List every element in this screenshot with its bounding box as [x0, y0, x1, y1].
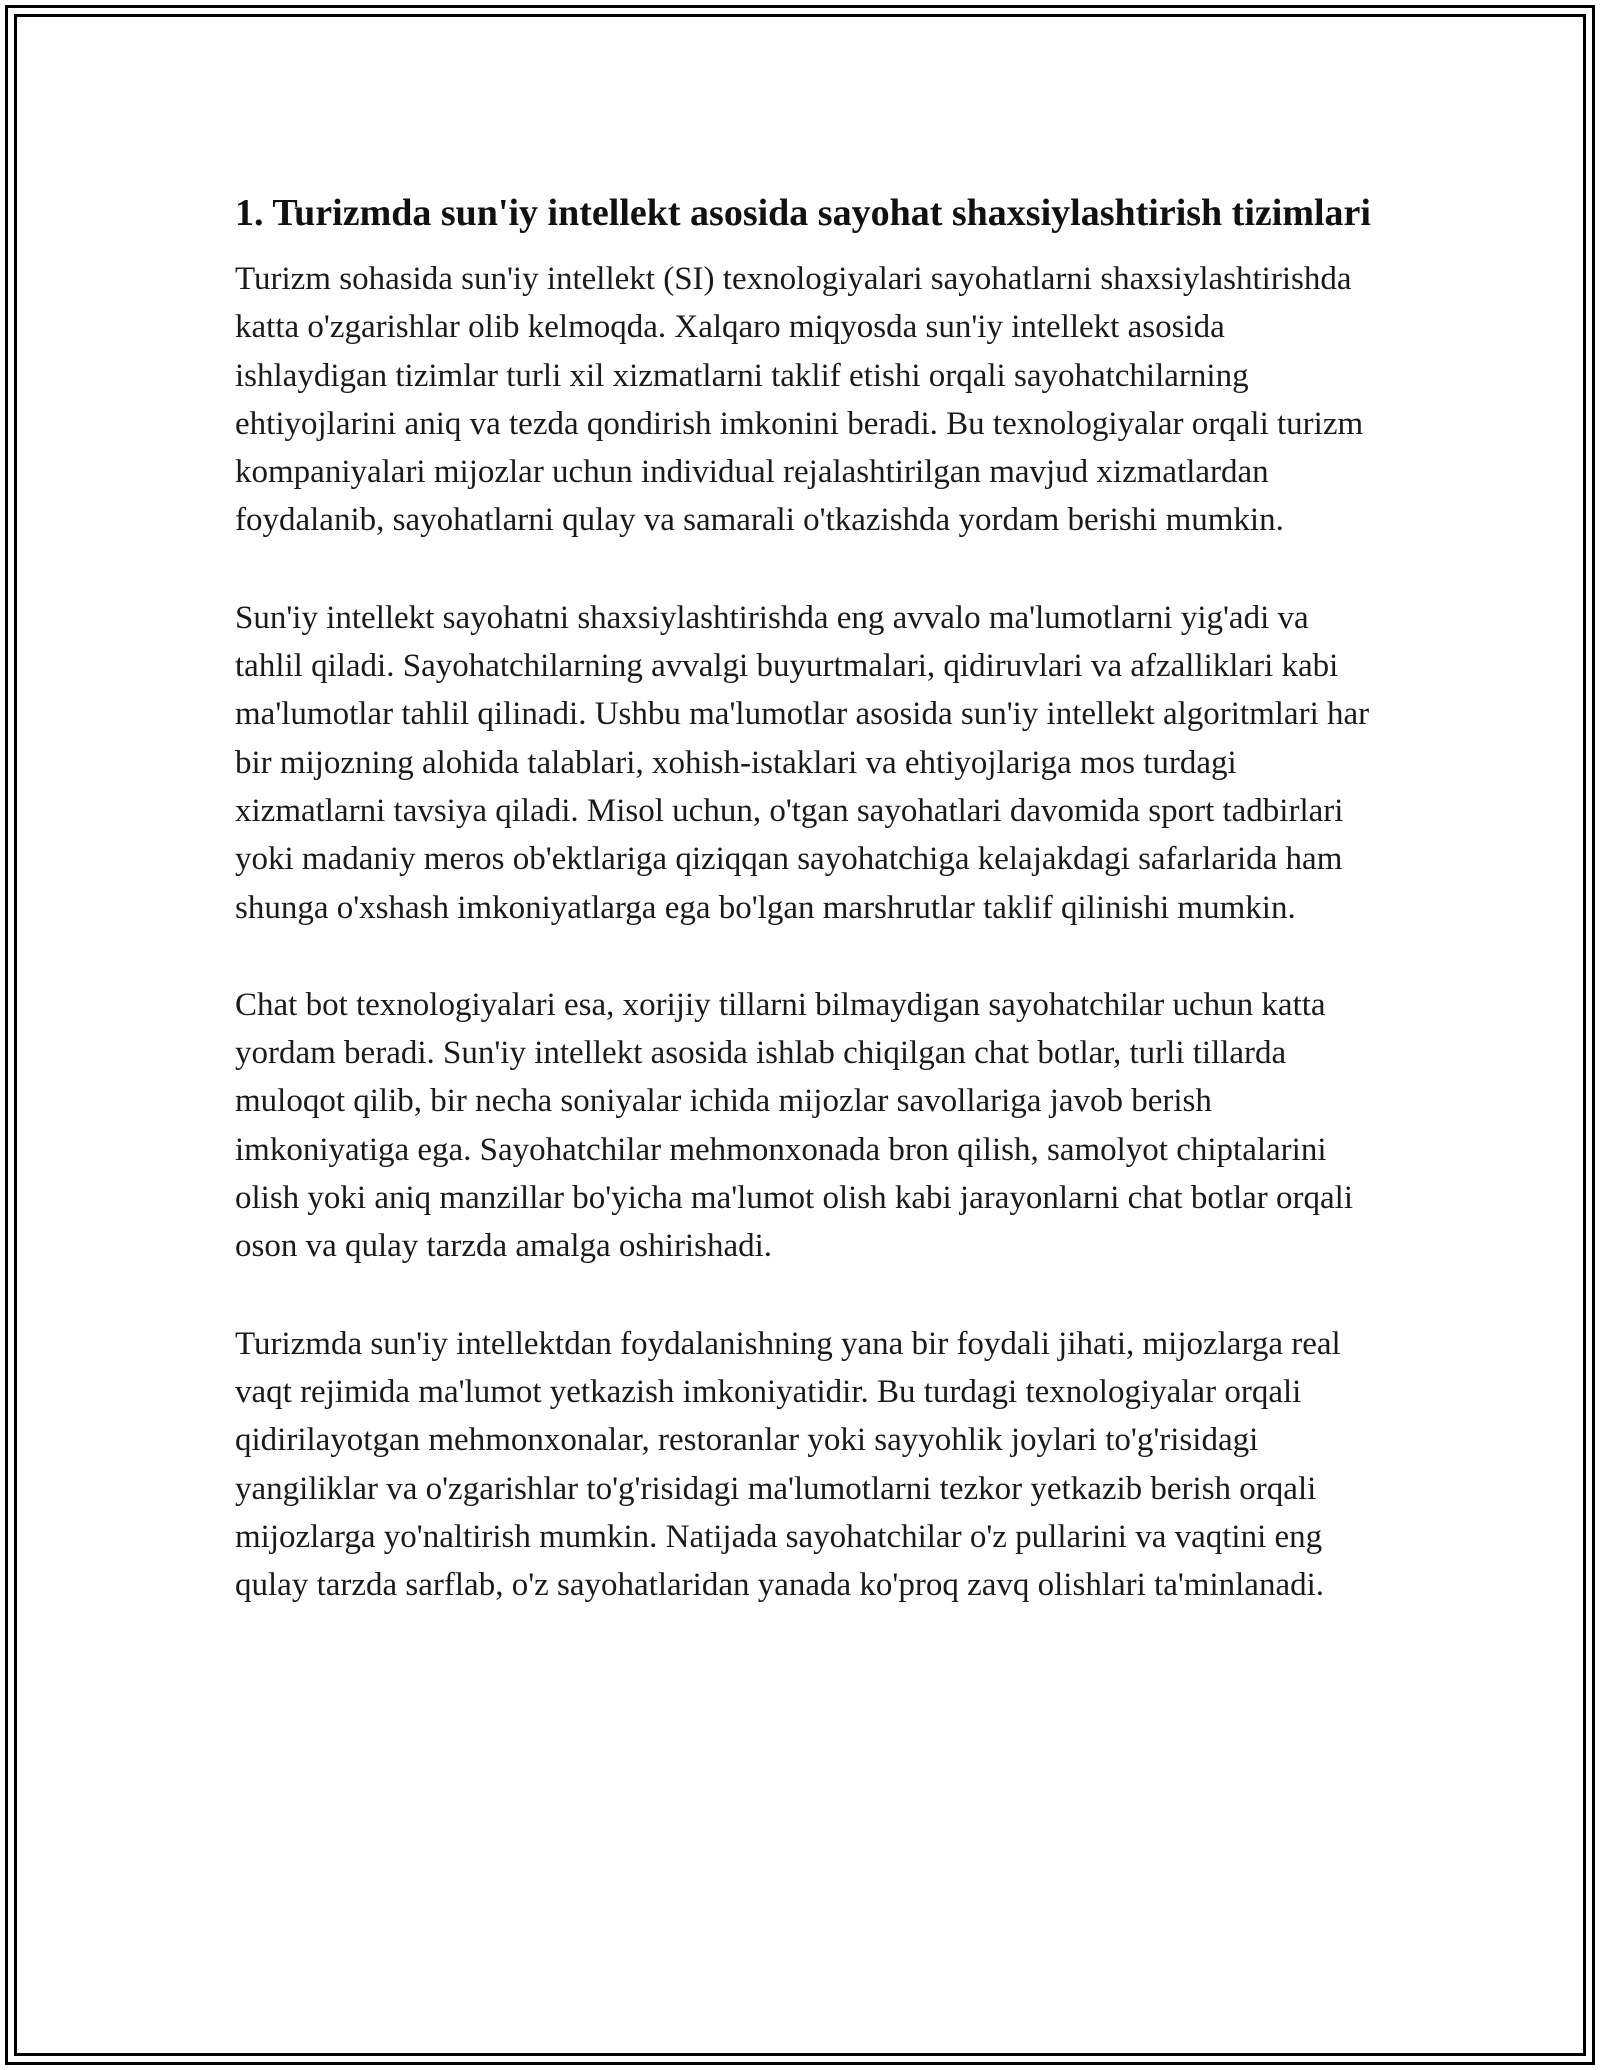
paragraph-3: Chat bot texnologiyalari esa, xorijiy tillarni bilmaydigan sayohatchilar uchun katta yordam beradi. Sun'iy intellekt asosida ishlab chiqilgan chat botlar, turli tillarda muloqot qilib, bir necha soniyalar ichida mijozlar savollariga javob berish imkoniyatiga ega. Sayohatchilar mehmonxonada bron qilish, samolyot chiptalarini olish yoki aniq manzillar bo'yicha ma'lumot olish kabi jarayonlarni chat botlar orqali oson va qulay tarzda amalga oshirishadi.: [235, 986, 1354, 1265]
paragraph-4: Turizmda sun'iy intellektdan foydalanishning yana bir foydali jihati, mijozlarga real vaqt rejimida ma'lumot yetkazish imkoniyatidir. Bu turdagi texnologiyalar orqali qidirilayotgan mehmonxonalar, restoranlar yoki sayyohlik joylari to'g'risidagi yangiliklar va o'zgarishlar to'g'risidagi ma'lumotlarni tezkor yetkazib berish orqali mijozlarga yo'naltirish mumkin. Natijada sayohatchilar o'z pullarini va vaqtini eng qulay tarzda sarflab, o'z sayohatlaridan yanada ko'proq zavq olishlari ta'minlanadi.: [235, 1325, 1341, 1604]
paragraph-1: Turizm sohasida sun'iy intellekt (SI) texnologiyalari sayohatlarni shaxsiylashtirishda katta o'zgarishlar olib kelmoqda. Xalqaro miqyosda sun'iy intellekt asosida ishlaydigan tizimlar turli xil xizmatlarni taklif etishi orqali sayohatchilarning ehtiyojlarini aniq va tezda qondirish imkonini beradi. Bu texnologiyalar orqali turizm kompaniyalari mijozlar uchun individual rejalashtirilgan mavjud xizmatlardan foydalanib, sayohatlarni qulay va samarali o'tkazishda yordam berishi mumkin.: [235, 261, 1364, 539]
document-body: [235, 186, 1375, 1609]
paragraph-2: Sun'iy intellekt sayohatni shaxsiylashtirishda eng avvalo ma'lumotlarni yig'adi va tahlil qiladi. Sayohatchilarning avvalgi buyurtmalari, qidiruvlari va afzalliklari kabi ma'lumotlar tahlil qilinadi. Ushbu ma'lumotlar asosida sun'iy intellekt algoritmlari har bir mijozning alohida talablari, xohish-istaklari va ehtiyojlariga mos turdagi xizmatlarni tavsiya qiladi. Misol uchun, o'tgan sayohatlari davomida sport tadbirlari yoki madaniy meros ob'ektlariga qiziqqan sayohatchiga kelajakdagi safarlarida ham shunga o'xshash imkoniyatlarga ega bo'lgan marshrutlar taklif qilinishi mumkin.: [235, 599, 1370, 926]
section-title: 1. Turizmda sun'iy intellekt asosida sayohat shaxsiylashtirish tizimlari: [235, 192, 1371, 234]
